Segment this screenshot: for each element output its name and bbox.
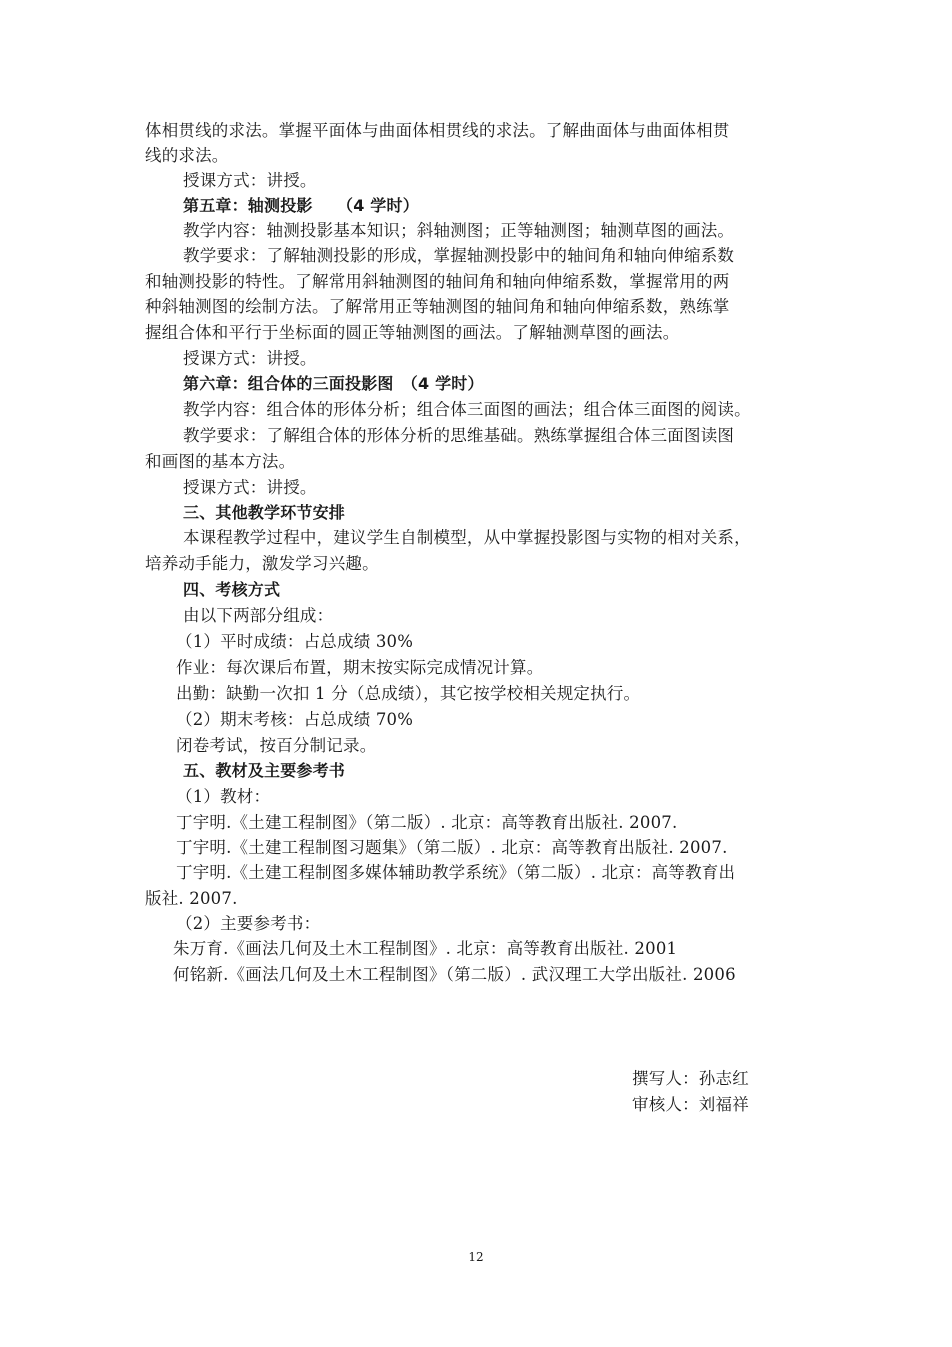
chapter-heading: 第六章：组合体的三面投影图 （4 学时） xyxy=(183,374,484,393)
author-signature: 撰写人：孙志红 xyxy=(632,1069,749,1088)
text-line: 何铭新.《画法几何及土木工程制图》（第二版）. 武汉理工大学出版社. 2006 xyxy=(173,965,736,984)
section-heading: 四、考核方式 xyxy=(183,580,281,599)
text-line: 授课方式：讲授。 xyxy=(183,478,317,497)
text-line: 线的求法。 xyxy=(145,146,229,165)
chapter-heading: 第五章：轴测投影 （4 学时） xyxy=(183,196,419,215)
text-line: 作业：每次课后布置，期末按实际完成情况计算。 xyxy=(176,658,544,677)
text-line: 本课程教学过程中，建议学生自制模型，从中掌握投影图与实物的相对关系， xyxy=(183,528,751,547)
text-line: 朱万育.《画法几何及土木工程制图》. 北京：高等教育出版社. 2001 xyxy=(173,939,678,958)
text-line: 授课方式：讲授。 xyxy=(183,171,317,190)
text-line: 种斜轴测图的绘制方法。了解常用正等轴测图的轴间角和轴向伸缩系数，熟练掌 xyxy=(145,297,730,316)
reviewer-signature: 审核人：刘福祥 xyxy=(632,1095,749,1114)
text-line: 教学内容：轴测投影基本知识；斜轴测图；正等轴测图；轴测草图的画法。 xyxy=(183,221,735,240)
section-heading: 三、其他教学环节安排 xyxy=(183,503,346,522)
text-line: 出勤：缺勤一次扣 1 分（总成绩），其它按学校相关规定执行。 xyxy=(176,684,641,703)
text-line: 由以下两部分组成： xyxy=(183,606,334,625)
text-line: 握组合体和平行于坐标面的圆正等轴测图的画法。了解轴测草图的画法。 xyxy=(145,323,680,342)
text-line: 丁宇明.《土建工程制图多媒体辅助教学系统》（第二版）. 北京：高等教育出 xyxy=(176,863,736,882)
text-line: 和轴测投影的特性。了解常用斜轴测图的轴间角和轴向伸缩系数，掌握常用的两 xyxy=(145,272,730,291)
text-line: 闭卷考试，按百分制记录。 xyxy=(176,736,377,755)
text-line: 体相贯线的求法。掌握平面体与曲面体相贯线的求法。了解曲面体与曲面体相贯 xyxy=(145,121,730,140)
text-line: 教学内容：组合体的形体分析；组合体三面图的画法；组合体三面图的阅读。 xyxy=(183,400,751,419)
text-line: 丁宇明.《土建工程制图习题集》（第二版）. 北京：高等教育出版社. 2007. xyxy=(176,838,728,857)
text-line: 教学要求：了解轴测投影的形成，掌握轴测投影中的轴间角和轴向伸缩系数 xyxy=(183,246,735,265)
text-line: 授课方式：讲授。 xyxy=(183,349,317,368)
text-line: （2）期末考核：占总成绩 70% xyxy=(176,710,414,729)
page-number: 12 xyxy=(468,1250,484,1264)
text-line: 和画图的基本方法。 xyxy=(145,452,296,471)
text-line: 培养动手能力，激发学习兴趣。 xyxy=(145,554,379,573)
text-line: （2）主要参考书： xyxy=(176,914,321,933)
text-line: 教学要求：了解组合体的形体分析的思维基础。熟练掌握组合体三面图读图 xyxy=(183,426,735,445)
section-heading: 五、教材及主要参考书 xyxy=(183,761,346,780)
text-line: （1）平时成绩：占总成绩 30% xyxy=(176,632,414,651)
text-line: （1）教材： xyxy=(176,787,271,806)
text-line: 丁宇明.《土建工程制图》（第二版）. 北京：高等教育出版社. 2007. xyxy=(176,813,678,832)
text-line: 版社. 2007. xyxy=(145,889,238,908)
